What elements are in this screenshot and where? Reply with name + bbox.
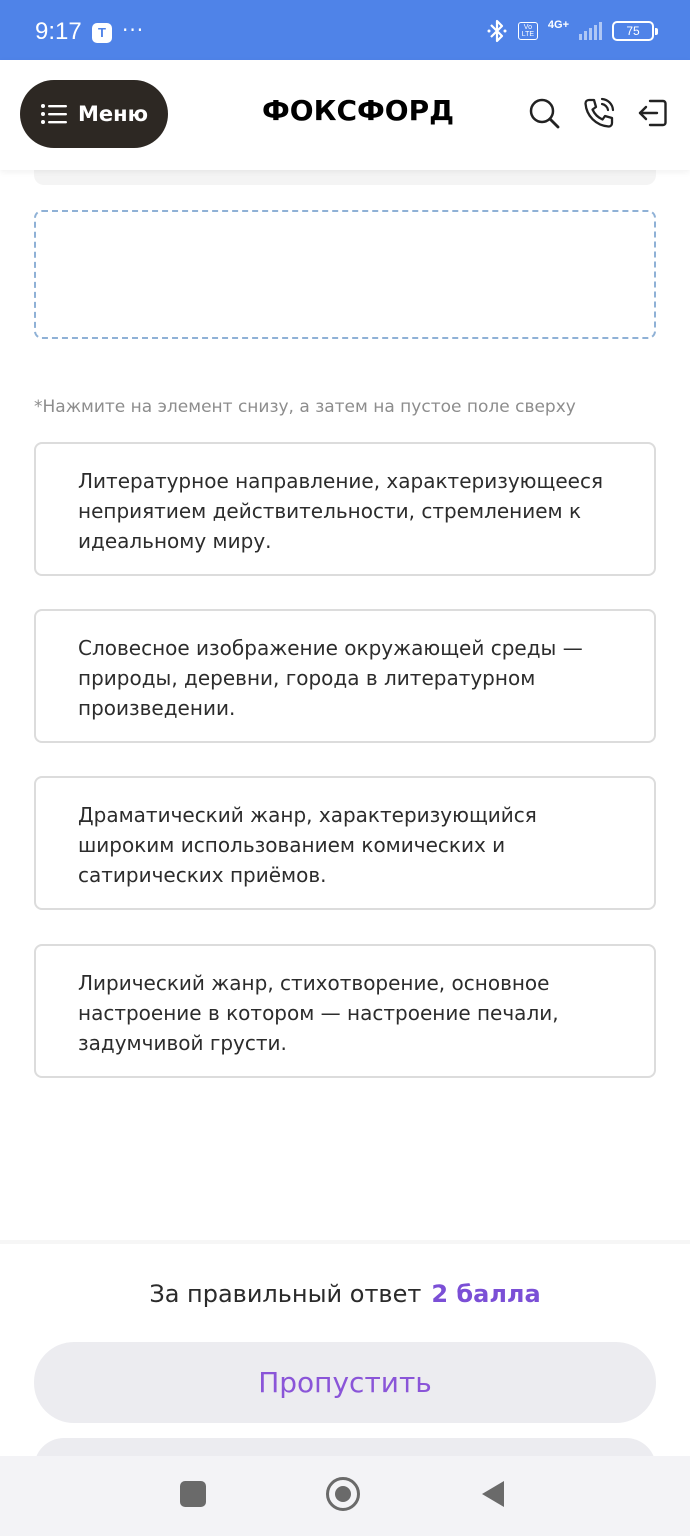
menu-label: Меню <box>77 102 149 126</box>
status-time: 9:17 <box>35 18 82 45</box>
menu-button[interactable] <box>20 80 168 148</box>
score-info <box>0 1280 690 1308</box>
score-points: 2 балла <box>431 1280 541 1308</box>
recent-apps-icon[interactable] <box>180 1481 206 1507</box>
answer-option[interactable]: Лирический жанр, стихотворение, основное настроение в котором — настроение печали, задумчивой грусти. <box>34 944 656 1078</box>
battery-level: 75 <box>626 24 640 38</box>
app-notification-icon: T <box>92 23 112 43</box>
previous-card-edge <box>34 170 656 185</box>
bluetooth-icon <box>486 17 508 45</box>
instruction-hint: *Нажмите на элемент снизу, а затем на пустое поле сверху <box>34 397 576 417</box>
system-nav-bar <box>0 1456 690 1536</box>
logo[interactable]: ФОКСФОРД <box>262 94 455 127</box>
phone-icon[interactable] <box>582 96 616 130</box>
answer-option[interactable]: Литературное направление, характеризующееся неприятием действительности, стремлением к идеальному миру. <box>34 442 656 576</box>
more-notifications-icon: ··· <box>122 18 145 42</box>
score-text: За правильный ответ <box>149 1280 422 1308</box>
status-indicators <box>486 16 654 46</box>
answer-option[interactable]: Драматический жанр, характеризующийся широким использованием комических и сатирических приёмов. <box>34 776 656 910</box>
search-icon[interactable] <box>527 96 561 130</box>
signal-icon <box>579 22 602 40</box>
status-bar <box>0 0 690 60</box>
volte-icon: Vo LTE <box>518 22 538 40</box>
network-type: 4G+ <box>547 19 569 31</box>
menu-icon <box>40 102 68 126</box>
logout-icon[interactable] <box>636 96 670 130</box>
answer-drop-zone[interactable] <box>34 210 656 339</box>
battery-icon <box>612 21 654 41</box>
back-icon[interactable] <box>482 1481 504 1507</box>
answer-option[interactable]: Словесное изображение окружающей среды — природы, деревни, города в литературном произведении. <box>34 609 656 743</box>
skip-button[interactable]: Пропустить <box>34 1342 656 1423</box>
home-icon[interactable] <box>326 1477 360 1511</box>
app-header <box>0 60 690 170</box>
